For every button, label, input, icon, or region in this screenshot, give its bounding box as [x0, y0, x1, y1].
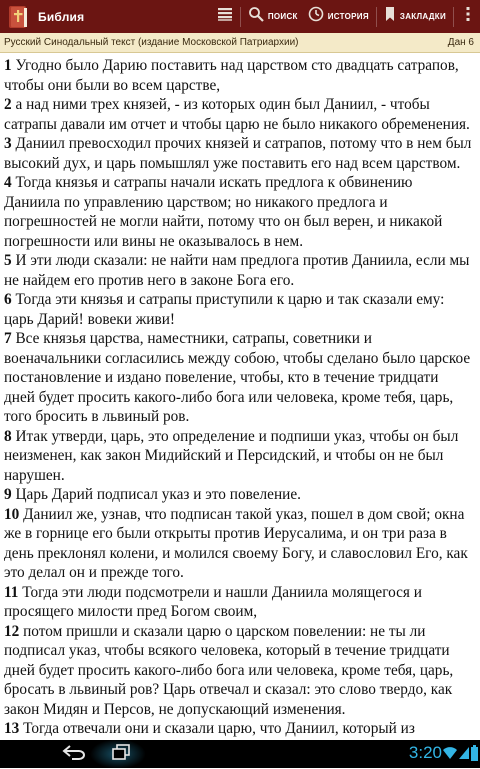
verse-number: 11	[4, 583, 19, 601]
translation-name[interactable]: Русский Синодальный текст (издание Московской Патриархии)	[4, 37, 299, 48]
bookmarks-button[interactable]	[379, 0, 451, 33]
verse-text: И эти люди сказали: не найти нам предлога против Даниила, если мы не найдем его против него в законе Бога его.	[4, 252, 470, 289]
app-title: Библия	[38, 9, 85, 24]
bookmark-icon	[384, 6, 396, 27]
verse-text: Тогда отвечали они и сказали царю, что Даниил, который из	[19, 720, 415, 737]
verse-number: 7	[4, 330, 12, 347]
verse-text: а над ними трех князей, - из которых один был Даниил, - чтобы сатрапы давали им отчет и чтобы царю не было никакого обременения.	[4, 96, 470, 133]
signal-icon	[458, 746, 470, 765]
verse-text: Царь Дарий подписал указ и это повеление.	[11, 486, 301, 503]
divider	[376, 7, 377, 27]
verse-number: 6	[4, 291, 12, 308]
verse-number: 10	[4, 505, 20, 523]
verse[interactable]	[4, 719, 472, 739]
more-vert-icon	[466, 6, 470, 27]
bookmarks-label: ЗАКЛАДКИ	[399, 12, 446, 21]
verse[interactable]	[4, 583, 472, 622]
history-button[interactable]	[303, 0, 374, 33]
list-icon	[217, 7, 233, 26]
divider	[453, 7, 454, 27]
clock-icon	[308, 6, 324, 27]
verse[interactable]	[4, 56, 472, 95]
verse-text: Даниил же, узнав, что подписан такой указ, пошел в дом свой; окна же в горнице его были открыты против Иерусалима, и он три раза в день преклонял колени, и молился своему Богу, и славословил Его, как это делал он и прежде того.	[4, 505, 468, 581]
verse-number: 12	[4, 622, 20, 640]
verse-number: 4	[4, 174, 12, 191]
verse-number: 2	[4, 96, 12, 113]
search-label: ПОИСК	[267, 12, 298, 21]
verse[interactable]	[4, 622, 472, 720]
verse-number: 1	[4, 57, 12, 74]
system-navigation-bar	[0, 740, 480, 768]
wifi-icon	[442, 746, 458, 765]
verse-text: Тогда эти люди подсмотрели и нашли Даниила молящегося и просящего милости пред Богом своим,	[4, 583, 422, 620]
verse-text: Угодно было Дарию поставить над царством сто двадцать сатрапов, чтобы они были во всем царстве,	[4, 57, 459, 94]
verse-number: 13	[4, 720, 20, 737]
recent-apps-icon	[112, 744, 130, 765]
chapter-reference[interactable]: Дан 6	[447, 37, 474, 48]
verse-number: 9	[4, 486, 12, 503]
verse-list	[0, 56, 480, 739]
verse-text: Тогда эти князья и сатрапы приступили к царю и так сказали ему: царь Дарий! вовеки живи!	[4, 291, 445, 328]
clock: 3:20	[408, 743, 442, 762]
verse-text: Итак утверди, царь, это определение и подпиши указ, чтобы он был неизменен, как закон Мидийский и Персидский, и чтобы он не был нарушен.	[4, 427, 459, 484]
translation-bar	[0, 33, 480, 53]
back-icon	[61, 744, 87, 765]
battery-icon	[471, 745, 478, 766]
verse[interactable]	[4, 329, 472, 427]
verse-number: 3	[4, 135, 12, 152]
list-view-button[interactable]	[212, 0, 238, 33]
verse[interactable]	[4, 290, 472, 329]
overflow-menu-button[interactable]	[456, 0, 480, 33]
verse[interactable]	[4, 505, 472, 583]
divider	[240, 7, 241, 27]
verse[interactable]	[4, 251, 472, 290]
verse-number: 8	[4, 427, 12, 445]
recent-apps-button[interactable]	[108, 740, 134, 768]
action-bar	[0, 0, 480, 33]
verse-text: Тогда князья и сатрапы начали искать предлога к обвинению Даниила по управлению царством; но никакого предлога и погрешностей не могли найти, потому что он был верен, и никакой погрешности или вины не оказывалось в нем.	[4, 174, 443, 250]
verse-text: потом пришли и сказали царю о царском повелении: не ты ли подписал указ, чтобы всякого человека, который в течение тридцати дней будет просить какого-либо бога или человека, кроме тебя, царь, бросать в львиный ров? Царь отвечал и сказал: это слово твердо, как закон Мидян и Персов, не допускающий изменения.	[4, 622, 454, 718]
verse[interactable]	[4, 173, 472, 251]
verse-text: Все князья царства, наместники, сатрапы, советники и военачальники согласились между собою, чтобы сделано было царское постановление и издано повеление, чтобы, кто в течение тридцати дней будет просить какого-либо бога или человека, кроме тебя, царь, того бросить в львиный ров.	[4, 330, 471, 425]
verse[interactable]	[4, 427, 472, 486]
verse[interactable]	[4, 134, 472, 173]
history-label: ИСТОРИЯ	[327, 12, 369, 21]
search-button[interactable]	[243, 0, 303, 33]
verse[interactable]	[4, 95, 472, 134]
verse-number: 5	[4, 252, 12, 269]
search-icon	[248, 6, 264, 27]
bible-app-icon[interactable]	[7, 5, 29, 29]
verse-text: Даниил превосходил прочих князей и сатрапов, потому что в нем был высокий дух, и царь помышлял уже поставить его над всем царством.	[4, 135, 472, 172]
verse[interactable]	[4, 485, 472, 505]
chapter-text[interactable]	[0, 56, 480, 740]
